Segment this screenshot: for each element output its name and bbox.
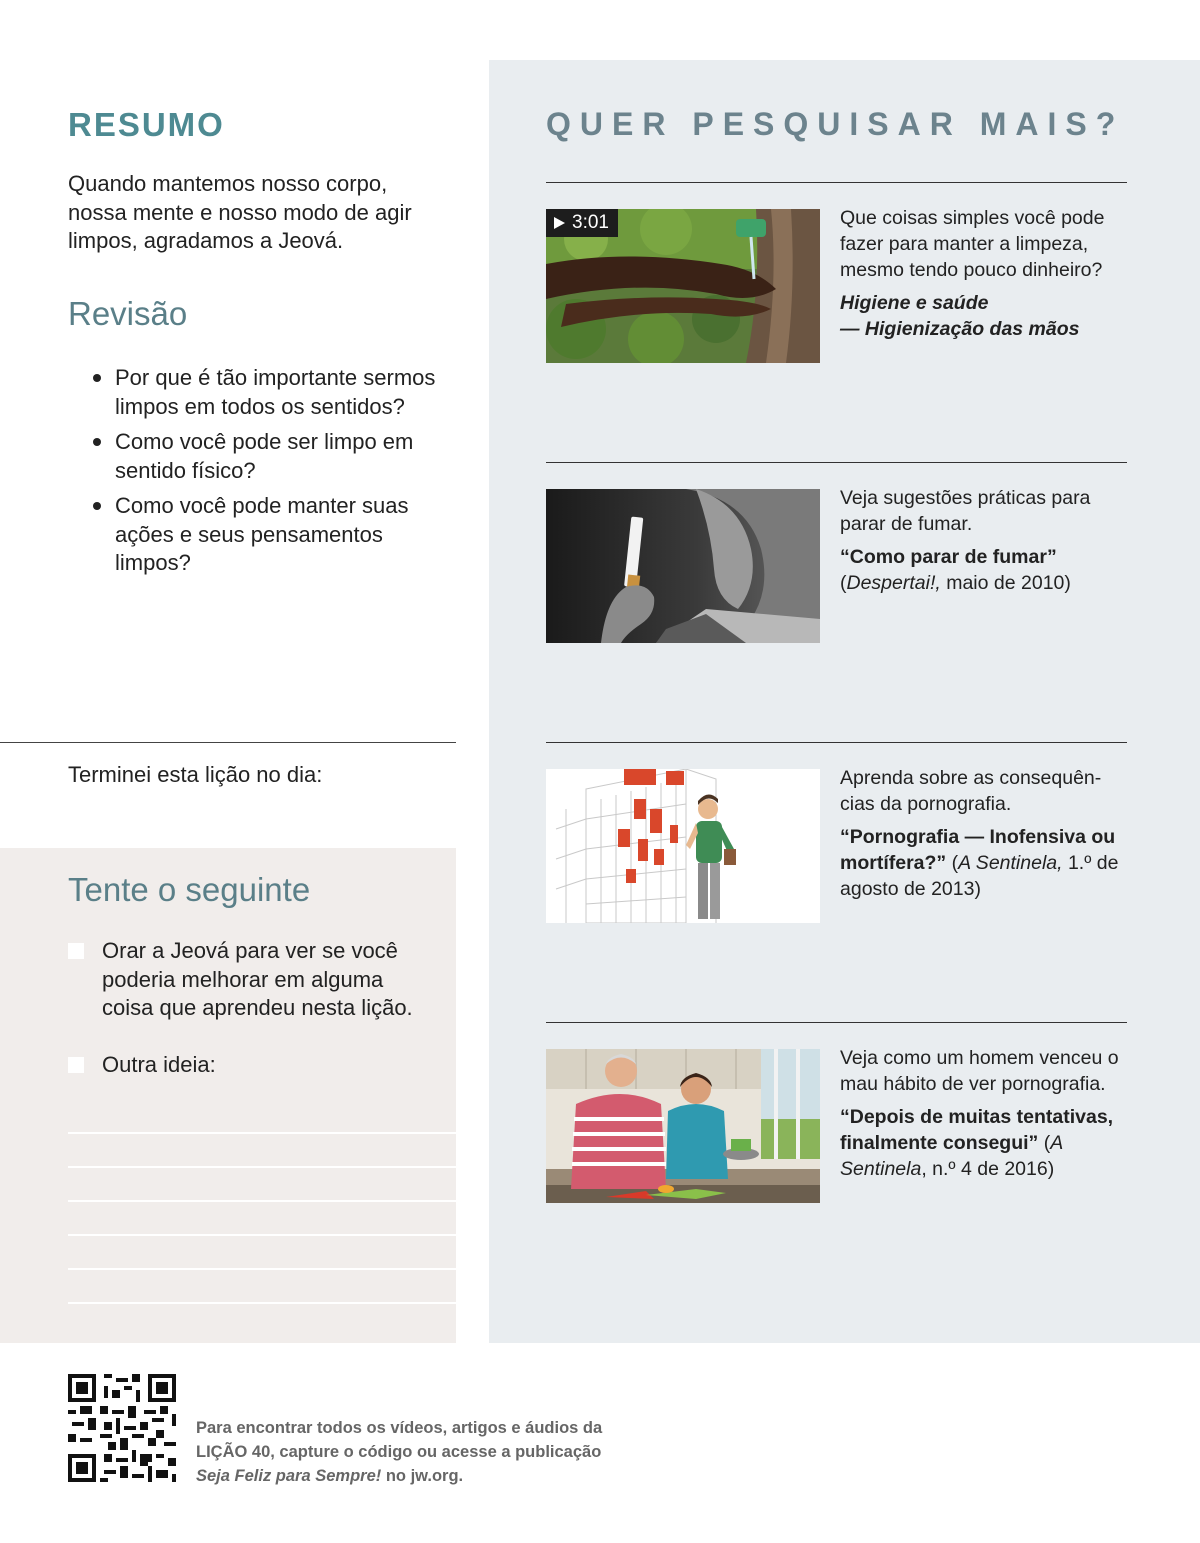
entry-link-title[interactable]: “Como parar de fumar”	[840, 546, 1057, 568]
writing-line[interactable]	[68, 1166, 456, 1168]
entry-link[interactable]	[840, 1104, 1125, 1182]
writing-line[interactable]	[68, 1268, 456, 1270]
entry-link[interactable]	[840, 544, 1125, 596]
article-thumbnail-kitchen-couple[interactable]	[546, 1049, 820, 1203]
entry-text	[840, 205, 1125, 342]
revisao-list	[90, 364, 460, 585]
entry-link[interactable]	[840, 824, 1125, 902]
entry-link[interactable]	[840, 290, 1125, 342]
checkbox-icon[interactable]	[68, 1057, 84, 1073]
video-duration: 3:01	[572, 212, 609, 233]
footer-publication[interactable]: Seja Feliz para Sempre!	[196, 1467, 382, 1485]
tente-title: Tente o seguinte	[68, 871, 311, 908]
divider	[546, 1022, 1127, 1023]
writing-line[interactable]	[68, 1234, 456, 1236]
entry-reference: (A Sentinela, 1.º de agosto de 2013)	[840, 852, 1119, 900]
entry-link-title[interactable]: “Depois de muitas tentativas, finalmente consegui”	[840, 1106, 1114, 1154]
writing-line[interactable]	[68, 1200, 456, 1202]
revisao-title: Revisão	[68, 295, 188, 332]
bullet-icon	[93, 438, 101, 446]
play-icon	[554, 217, 565, 229]
divider	[0, 742, 456, 743]
completion-date-label: Terminei esta lição no dia:	[68, 762, 323, 787]
entry-description: Que coisas simples você pode fazer para manter a limpeza, mesmo tendo pouco dinheiro?	[840, 207, 1105, 281]
entry-link-line[interactable]: Higiene e saúde	[840, 292, 989, 314]
bullet-icon	[93, 502, 101, 510]
tente-item	[68, 1051, 438, 1080]
entry-text	[840, 485, 1125, 596]
video-thumbnail-handwashing[interactable]	[546, 209, 820, 363]
tente-item-text: Orar a Jeová para ver se você poderia melhorar em alguma coisa que aprendeu nesta lição.	[102, 938, 413, 1020]
revisao-item-text: Como você pode ser limpo em sentido físico?	[115, 429, 414, 483]
qr-code-icon[interactable]	[68, 1374, 176, 1482]
entry-link-line[interactable]: — Higienização das mãos	[840, 318, 1080, 340]
resumo-title: RESUMO	[68, 106, 225, 143]
revisao-item-text: Como você pode manter suas ações e seus pensamentos limpos?	[115, 493, 409, 575]
footer-line: Para encontrar todos os vídeos, artigos e áudios da	[196, 1419, 603, 1437]
revisao-item	[90, 428, 460, 485]
footer-line: no jw.org.	[381, 1467, 464, 1485]
writing-line[interactable]	[68, 1302, 456, 1304]
article-thumbnail-pornography[interactable]	[546, 769, 820, 923]
resumo-text: Quando mantemos nosso corpo, nossa mente e nosso modo de agir limpos, agradamos a Jeová.	[68, 171, 412, 253]
entry-reference: (A Sentinela, n.º 4 de 2016)	[840, 1132, 1063, 1180]
entry-description: Aprenda sobre as consequên-cias da pornografia.	[840, 767, 1102, 815]
revisao-item-text: Por que é tão importante sermos limpos em todos os sentidos?	[115, 365, 436, 419]
checkbox-icon[interactable]	[68, 943, 84, 959]
footer-line: LIÇÃO 40, capture o código ou acesse a publicação	[196, 1443, 602, 1461]
divider	[546, 742, 1127, 743]
article-thumbnail-smoking[interactable]	[546, 489, 820, 643]
tente-item-text: Outra ideia:	[102, 1052, 216, 1077]
entry-link-title[interactable]: “Pornografia — Inofensiva ou mortífera?”	[840, 826, 1116, 874]
entry-reference: (Despertai!, maio de 2010)	[840, 572, 1071, 594]
writing-line[interactable]	[68, 1132, 456, 1134]
entry-description: Veja como um homem venceu o mau hábito de ver pornografia.	[840, 1047, 1119, 1095]
footer-text	[196, 1416, 656, 1488]
divider	[546, 462, 1127, 463]
divider	[546, 182, 1127, 183]
entry-text	[840, 765, 1125, 902]
entry-description: Veja sugestões práticas para parar de fumar.	[840, 487, 1091, 535]
tente-item	[68, 937, 438, 1023]
revisao-item	[90, 364, 460, 421]
bullet-icon	[93, 374, 101, 382]
revisao-item	[90, 492, 460, 578]
research-title: QUER PESQUISAR MAIS?	[546, 106, 1125, 142]
video-duration-badge	[546, 209, 618, 237]
entry-text	[840, 1045, 1125, 1182]
